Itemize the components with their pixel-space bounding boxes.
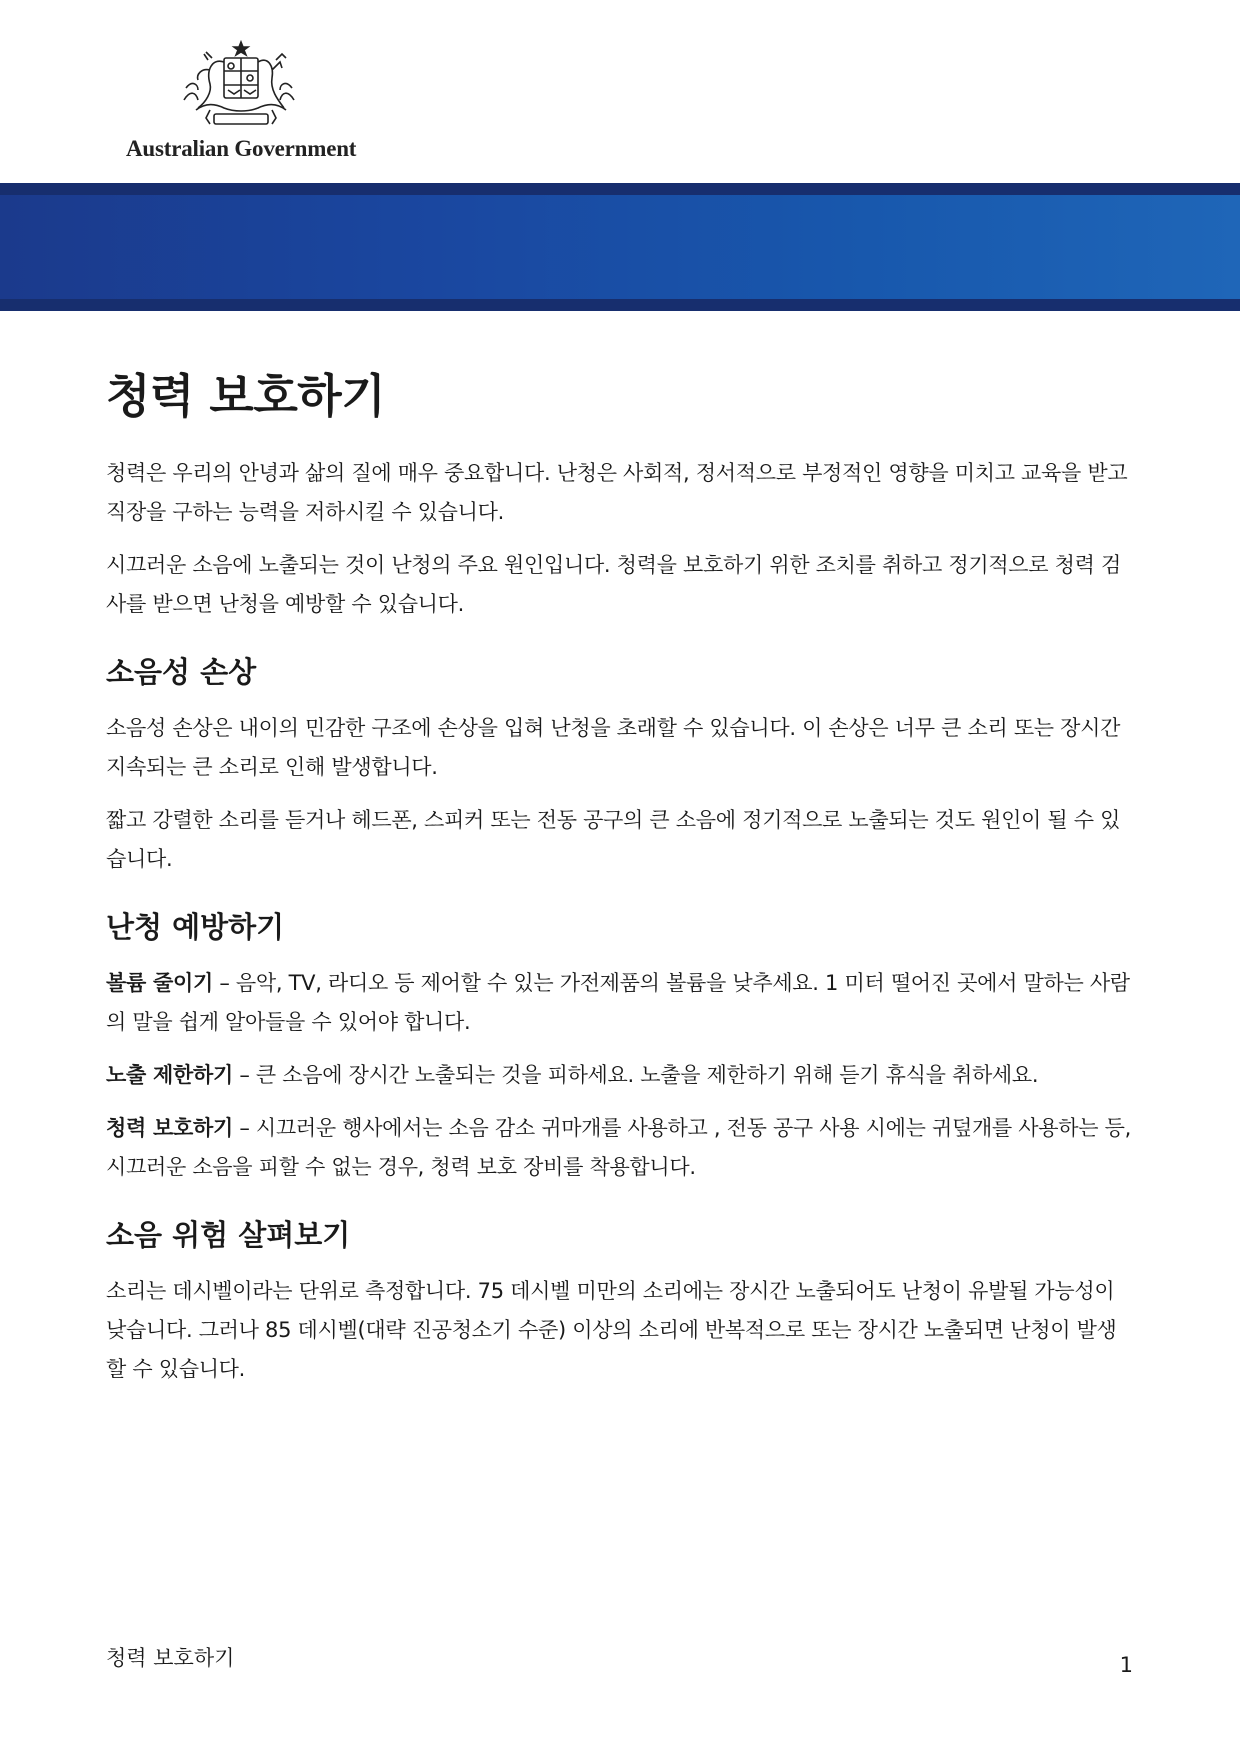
header-band	[0, 183, 1240, 311]
page-number: 1	[1119, 1653, 1133, 1677]
prevention-item-term: 노출 제한하기	[106, 1063, 233, 1087]
prevention-item-text: – 시끄러운 행사에서는 소음 감소 귀마개를 사용하고 , 전동 공구 사용 시에는 귀덮개를 사용하는 등, 시끄러운 소음을 피할 수 없는 경우, 청력 보호 장비를 착용합니다.	[106, 1116, 1131, 1179]
section-heading-prevention: 난청 예방하기	[106, 910, 285, 944]
section-heading-noise-damage: 소음성 손상	[106, 655, 257, 689]
header-band-top-stripe	[0, 183, 1240, 195]
prevention-item-text: – 큰 소음에 장시간 노출되는 것을 피하세요. 노출을 제한하기 위해 듣기 휴식을 취하세요.	[232, 1063, 1039, 1087]
document-body	[106, 360, 1136, 1403]
noise-damage-paragraph-1: 소음성 손상은 내이의 민감한 구조에 손상을 입혀 난청을 초래할 수 있습니다. 이 손상은 너무 큰 소리 또는 장시간 지속되는 큰 소리로 인해 발생합니다.	[106, 716, 1121, 779]
noise-damage-paragraph-2: 짧고 강렬한 소리를 듣거나 헤드폰, 스피커 또는 전동 공구의 큰 소음에 정기적으로 노출되는 것도 원인이 될 수 있습니다.	[106, 808, 1121, 871]
intro-paragraph-2: 시끄러운 소음에 노출되는 것이 난청의 주요 원인입니다. 청력을 보호하기 위한 조치를 취하고 정기적으로 청력 검사를 받으면 난청을 예방할 수 있습니다.	[106, 553, 1121, 616]
prevention-item-exposure	[106, 1056, 1136, 1095]
header-band-bottom-stripe	[0, 299, 1240, 311]
commonwealth-coat-of-arms-icon	[176, 40, 306, 140]
footer-title: 청력 보호하기	[106, 1646, 235, 1670]
intro-paragraph-1: 청력은 우리의 안녕과 삶의 질에 매우 중요합니다. 난청은 사회적, 정서적으로 부정적인 영향을 미치고 교육을 받고 직장을 구하는 능력을 저하시킬 수 있습니다.	[106, 461, 1128, 524]
section-heading-noise-risk: 소음 위험 살펴보기	[106, 1218, 351, 1252]
prevention-item-text: – 음악, TV, 라디오 등 제어할 수 있는 가전제품의 볼륨을 낮추세요. 1 미터 떨어진 곳에서 말하는 사람의 말을 쉽게 알아들을 수 있어야 합니다.	[106, 971, 1130, 1034]
government-name: Australian Government	[126, 136, 357, 161]
noise-risk-paragraph: 소리는 데시벨이라는 단위로 측정합니다. 75 데시벨 미만의 소리에는 장시간 노출되어도 난청이 유발될 가능성이 낮습니다. 그러나 85 데시벨(대략 진공청소기 수준) 이상의 소리에 반복적으로 또는 장시간 노출되면 난청이 발생할 수 있습니다.	[106, 1279, 1117, 1381]
prevention-item-term: 볼륨 줄이기	[106, 971, 213, 995]
page-header	[0, 0, 1240, 183]
prevention-item-volume	[106, 964, 1136, 1042]
page-title: 청력 보호하기	[106, 369, 386, 423]
prevention-item-protection	[106, 1109, 1136, 1187]
prevention-item-term: 청력 보호하기	[106, 1116, 233, 1140]
